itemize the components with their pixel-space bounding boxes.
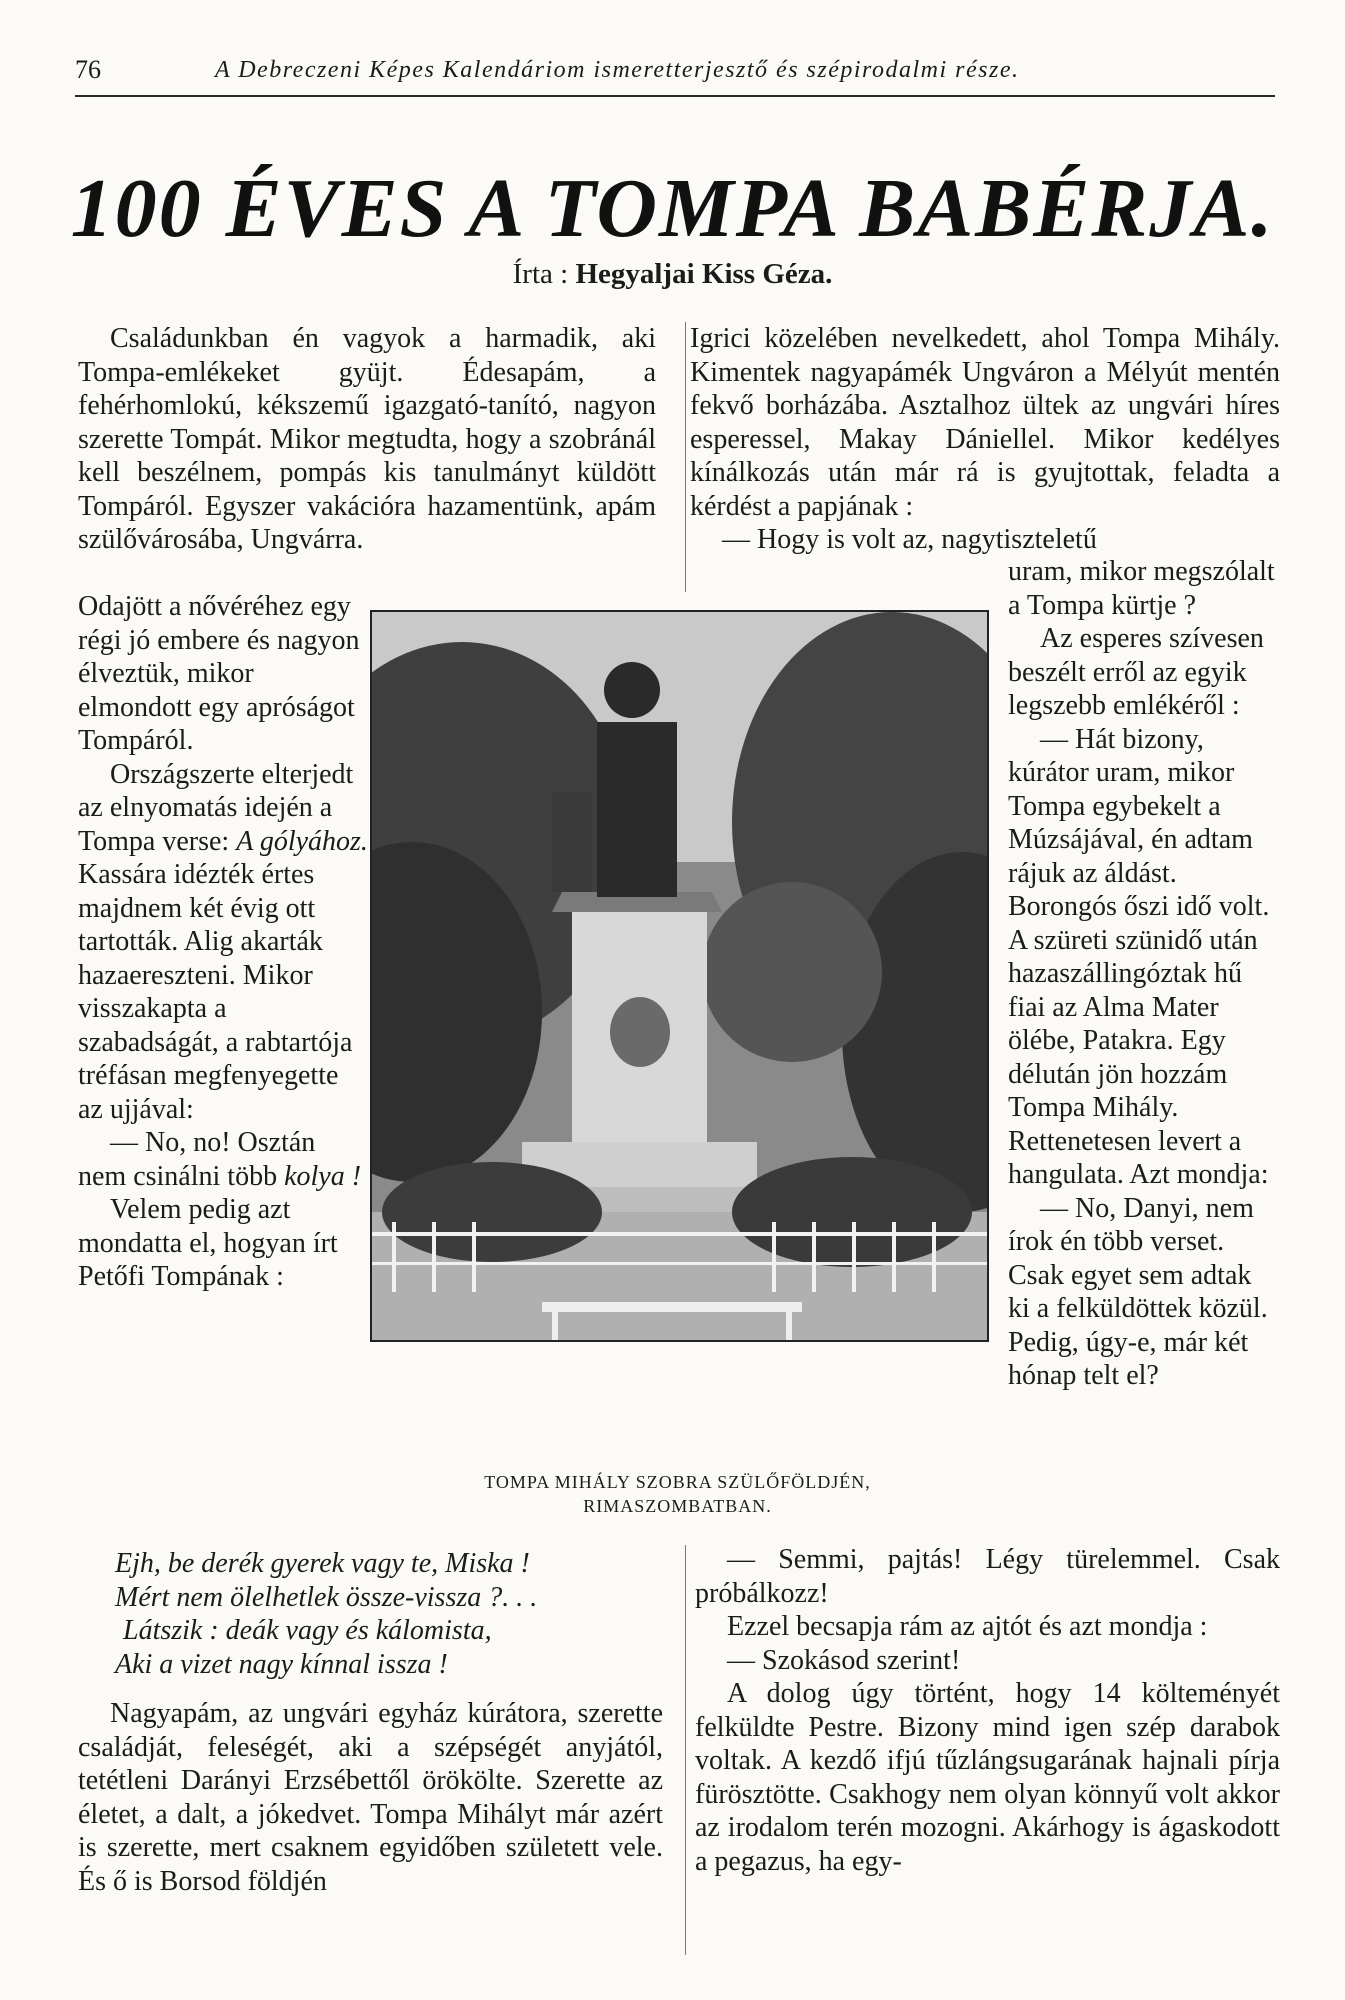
byline-prefix: Írta : xyxy=(512,258,569,290)
paragraph: — Hát bizony, kúrátor uram, mikor Tompa egybekelt a Múzsájával, én adtam rájuk az áldást. Borongós őszi idő volt. A szüreti szünidő után hazaszállingóztak hű fiai az Alma Mater ölébe, Patakra. Egy délután jön hozzám Tompa Mihály. Rettenetesen levert a hangulata. Azt mondja: xyxy=(1008,723,1270,1190)
text-run: Országszerte elterjedt az elnyomatás idején a Tompa verse: xyxy=(78,758,354,857)
paragraph: Velem pedig azt mondatta el, hogyan írt Petőfi Tompának : xyxy=(78,1194,338,1292)
byline-author: Hegyaljai Kiss Géza. xyxy=(575,258,833,290)
paragraph: A dolog úgy történt, hogy 14 költeményét felküldte Pestre. Bizony mind igen szép darabok voltak. A kezdő ifjú tűzlángsugarának hajnali pírja fürösztötte. Csakhogy nem olyan könnyű volt akkor az irodalom terén mozogni. Akárhogy is ágaskodott a pegazus, ha egy- xyxy=(695,1678,1280,1877)
paragraph: — Szokásod szerint! xyxy=(727,1644,961,1676)
paragraph: — Semmi, pajtás! Légy türelemmel. Csak próbálkozz! xyxy=(695,1544,1280,1609)
photo-caption xyxy=(370,1470,985,1518)
right-column-narrow xyxy=(1008,555,1280,1393)
byline xyxy=(0,258,1345,291)
left-column-narrow xyxy=(78,590,368,1294)
running-title: A Debreczeni Képes Kalendáriom ismeretterjesztő és szépirodalmi része. xyxy=(215,57,1020,83)
paragraph: — Hogy is volt az, nagytiszteletű xyxy=(722,524,1097,555)
paragraph xyxy=(78,758,368,1127)
paragraph: Igrici közelében nevelkedett, ahol Tompa Mihály. Kimentek nagyapámék Ungváron a Mélyút mentén fekvő borházába. Asztalhoz ültek az ungvári híres esperessel, Makay Dániellel. Mikor kedélyes kínálkozás után már rá is gyujtottak, feladta a kérdést a papjának : xyxy=(690,323,1280,522)
left-column-bottom xyxy=(78,1697,663,1898)
poem-line: Látszik : deák vagy és kálomista, xyxy=(123,1615,492,1646)
paragraph xyxy=(78,1126,368,1193)
text-run: Kassára idézték értes majdnem két évig ott tartották. Alig akarták hazaereszteni. Mikor visszakapta a szabadságát, a rabtartója tréfásan megfenyegette az ujjával: xyxy=(78,859,353,1125)
poem-line: Aki a vizet nagy kínnal issza ! xyxy=(115,1648,448,1680)
right-column-top xyxy=(690,322,1280,557)
paragraph: Ezzel becsapja rám az ajtót és azt mondja : xyxy=(727,1611,1208,1642)
statue-photo-image xyxy=(372,612,987,1340)
statue-photo xyxy=(370,610,989,1342)
text-run: — No, no! Osztán nem csinálni több xyxy=(78,1127,316,1192)
paragraph: Az esperes szívesen beszélt erről az egyik legszebb emlékéről : xyxy=(1008,623,1264,721)
column-divider xyxy=(685,322,686,592)
poem-title: A gólyához. xyxy=(236,825,368,857)
page-number: 76 xyxy=(75,55,101,84)
right-column-bottom xyxy=(695,1543,1280,1878)
poem-line: Mért nem ölelhetlek össze-vissza ?. . . xyxy=(115,1581,538,1613)
paragraph: Odajött a nővéréhez egy régi jó embere és nagyon élveztük, mikor elmondott egy apróságot Tompáról. xyxy=(78,591,360,756)
left-column-top xyxy=(78,322,656,557)
header-rule xyxy=(75,95,1275,97)
poem xyxy=(115,1547,675,1681)
caption-line: TOMPA MIHÁLY SZOBRA SZÜLŐFÖLDJÉN, xyxy=(484,1472,871,1492)
poem-line: Ejh, be derék gyerek vagy te, Miska ! xyxy=(115,1548,530,1579)
column-divider xyxy=(685,1545,686,1955)
paragraph: uram, mikor megszólalt a Tompa kürtje ? xyxy=(1008,556,1275,621)
caption-line: RIMASZOMBATBAN. xyxy=(583,1496,772,1516)
paragraph: Nagyapám, az ungvári egyház kúrátora, szerette családját, feleségét, aki a szépségét anyjától, tetétleni Darányi Erzsébettől örökölte. Szerette az életet, a dalt, a jókedvet. Tompa Mihályt már azért is szerette, mert csaknem egyidőben született vele. És ő is Borsod földjén xyxy=(78,1698,663,1897)
paragraph: — No, Danyi, nem írok én több verset. Csak egyet sem adtak ki a felküldöttek közül. Pedig, úgy-e, már két hónap telt el? xyxy=(1008,1192,1268,1391)
paragraph: Családunkban én vagyok a harmadik, aki Tompa-emlékeket gyüjt. Édesapám, a fehérhomlokú, kékszemű igazgató-tanító, nagyon szerette Tompát. Mikor megtudta, hogy a szobránál kell beszélnem, pompás kis tanulmányt küldött Tompáról. Egyszer vakációra hazamentünk, apám szülővárosába, Ungvárra. xyxy=(78,323,656,555)
running-header xyxy=(75,55,1270,95)
emphasis: kolya ! xyxy=(284,1160,362,1192)
article-title: 100 ÉVES A TOMPA BABÉRJA. xyxy=(70,162,1275,255)
